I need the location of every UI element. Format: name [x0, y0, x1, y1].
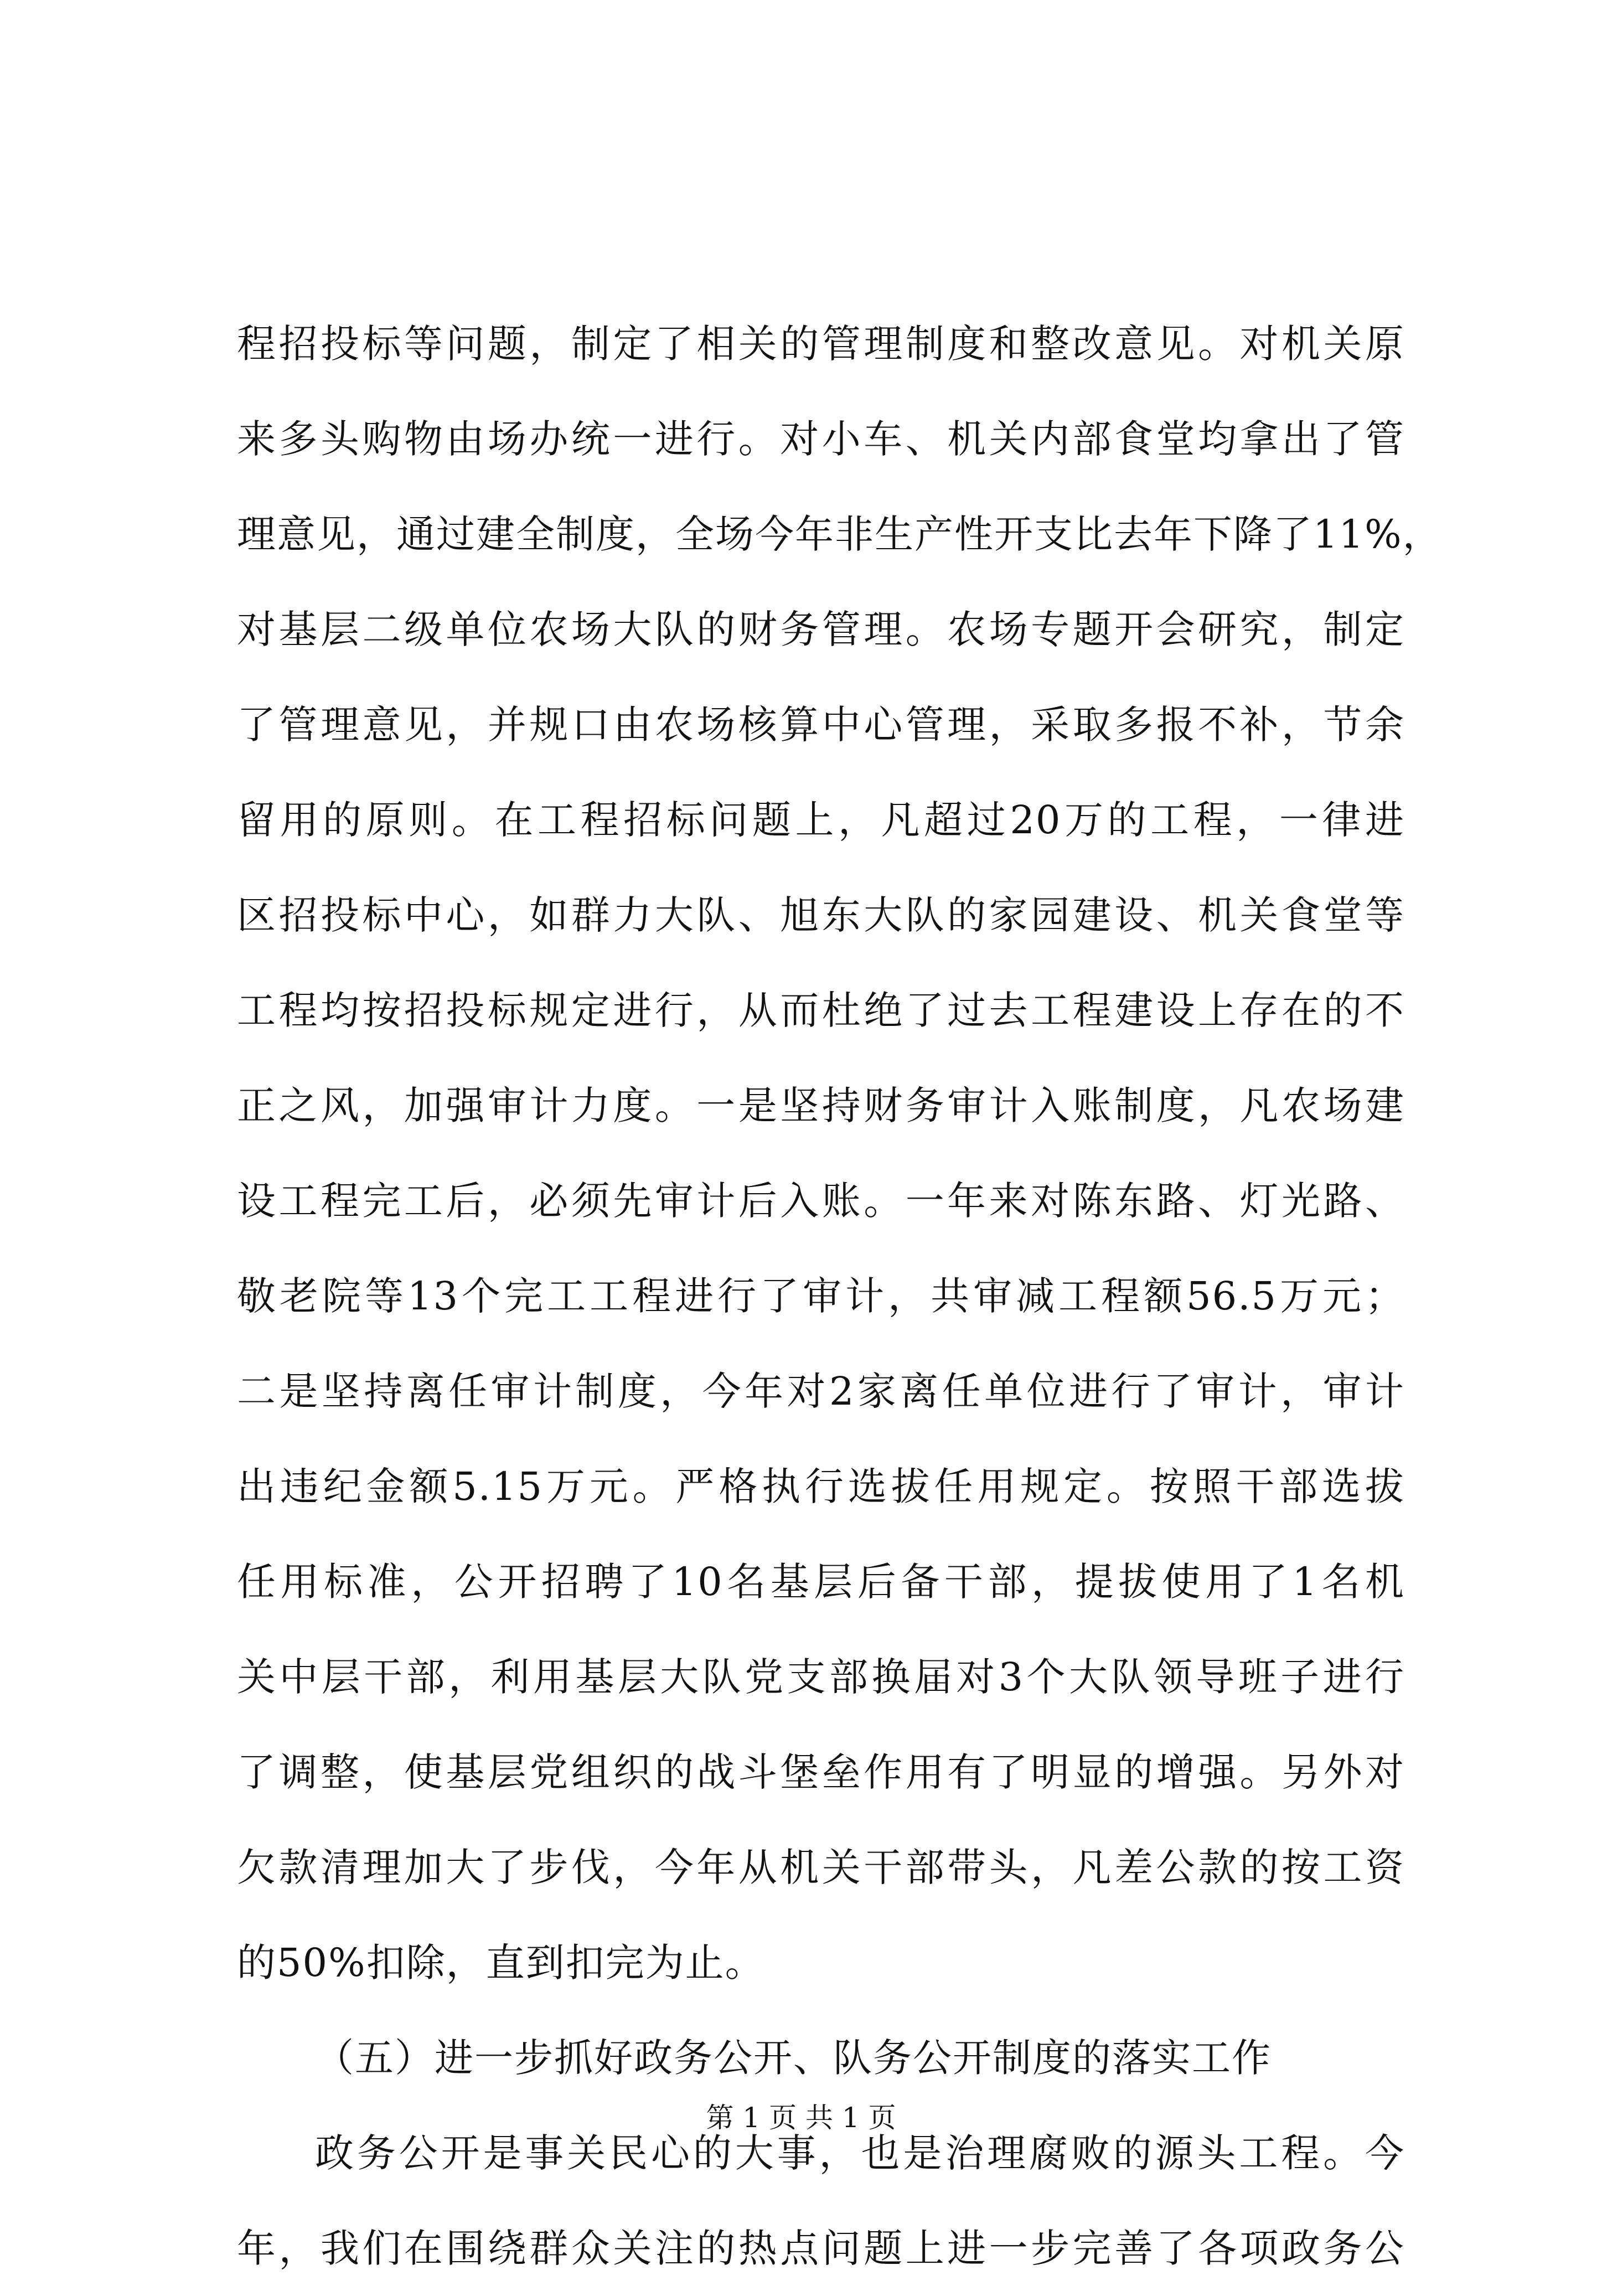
text-line: 了管理意见，并规口由农场核算中心管理，采取多报不补，节余: [237, 702, 1405, 747]
text-line: 年，我们在围绕群众关注的热点问题上进一步完善了各项政务公: [237, 2226, 1405, 2271]
text-line: 出违纪金额5.15万元。严格执行选拔任用规定。按照干部选拔: [237, 1464, 1405, 1509]
text-line: 来多头购物由场办统一进行。对小车、机关内部食堂均拿出了管: [237, 416, 1405, 462]
text-line: 了调整，使基层党组织的战斗堡垒作用有了明显的增强。另外对: [237, 1750, 1405, 1795]
text-line: 二是坚持离任审计制度，今年对2家离任单位进行了审计，审计: [237, 1369, 1405, 1414]
text-line: 设工程完工后，必须先审计后入账。一年来对陈东路、灯光路、: [237, 1178, 1405, 1224]
text-line: 敬老院等13个完工工程进行了审计，共审减工程额56.5万元；: [237, 1273, 1405, 1319]
paragraph-end-line: 的50%扣除，直到扣完为止。: [237, 1940, 765, 1985]
text-line: 留用的原则。在工程招标问题上，凡超过20万的工程，一律进: [237, 797, 1405, 843]
text-line: 工程均按招投标规定进行，从而杜绝了过去工程建设上存在的不: [237, 988, 1405, 1033]
text-line: 区招投标中心，如群力大队、旭东大队的家园建设、机关食堂等: [237, 892, 1405, 938]
text-line: 任用标准，公开招聘了10名基层后备干部，提拔使用了1名机: [237, 1559, 1405, 1604]
text-line: 正之风，加强审计力度。一是坚持财务审计入账制度，凡农场建: [237, 1083, 1405, 1128]
text-line: 关中层干部，利用基层大队党支部换届对3个大队领导班子进行: [237, 1654, 1405, 1700]
text-line: 理意见，通过建全制度，全场今年非生产性开支比去年下降了11%，: [237, 512, 1443, 557]
document-body: [237, 296, 1443, 2296]
text-line: 欠款清理加大了步伐，今年从机关干部带头，凡差公款的按工资: [237, 1845, 1405, 1890]
page-footer: 第 1 页 共 1 页: [706, 2102, 896, 2134]
paragraph-first-line: 政务公开是事关民心的大事，也是治理腐败的源头工程。今: [315, 2130, 1405, 2176]
text-line: 程招投标等问题，制定了相关的管理制度和整改意见。对机关原: [237, 321, 1405, 367]
text-line: 对基层二级单位农场大队的财务管理。农场专题开会研究，制定: [237, 607, 1405, 652]
section-heading: （五）进一步抓好政务公开、队务公开制度的落实工作: [315, 2035, 1272, 2081]
